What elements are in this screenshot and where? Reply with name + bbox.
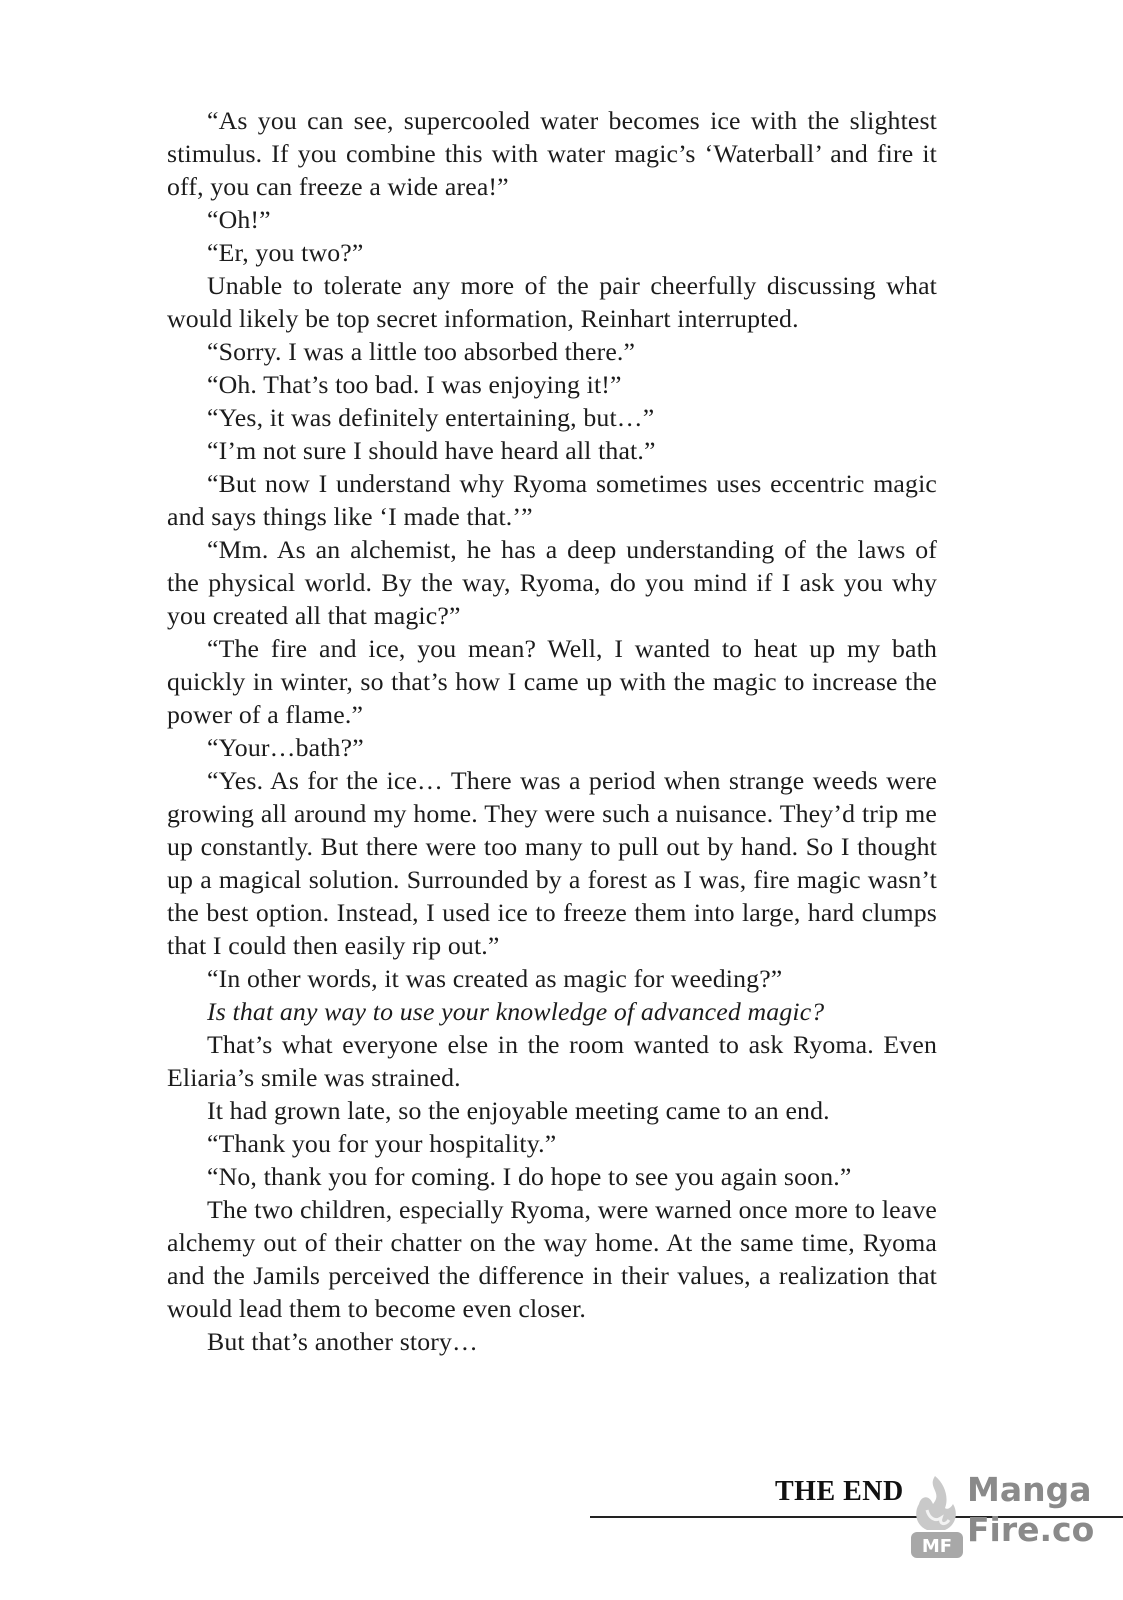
svg-text:MF: MF bbox=[921, 1536, 953, 1557]
paragraph: “Oh. That’s too bad. I was enjoying it!” bbox=[207, 370, 622, 399]
paragraph: “Oh!” bbox=[207, 205, 271, 234]
paragraph: “Yes. As for the ice… There was a period when strange weeds were growing all around my home. They were such a nuisance. They’d trip me up constantly. But there were too many to pull out by hand. So I thought up a magical solution. Surrounded by a forest as I was, fire magic wasn’t the best option. Instead, I used ice to freeze them into large, hard clumps that I could then easily rip out.” bbox=[167, 766, 937, 960]
paragraph: “Sorry. I was a little too absorbed there.” bbox=[207, 337, 636, 366]
paragraph: It had grown late, so the enjoyable meeting came to an end. bbox=[207, 1096, 830, 1125]
paragraph: “But now I understand why Ryoma sometimes uses eccentric magic and says things like ‘I made that.’” bbox=[167, 469, 937, 531]
paragraph: “No, thank you for coming. I do hope to see you again soon.” bbox=[207, 1162, 852, 1191]
flame-logo-icon bbox=[905, 1470, 967, 1562]
paragraph: “The fire and ice, you mean? Well, I wanted to heat up my bath quickly in winter, so that’s how I came up with the magic to increase the power of a flame.” bbox=[167, 634, 937, 729]
the-end-label: THE END bbox=[775, 1476, 904, 1507]
paragraph: That’s what everyone else in the room wanted to ask Ryoma. Even Eliaria’s smile was strained. bbox=[167, 1030, 937, 1092]
paragraph: “Mm. As an alchemist, he has a deep understanding of the laws of the physical world. By the way, Ryoma, do you mind if I ask you why you created all that magic?” bbox=[167, 535, 937, 630]
paragraph: Unable to tolerate any more of the pair cheerfully discussing what would likely be top secret information, Reinhart interrupted. bbox=[167, 271, 937, 333]
paragraph: Is that any way to use your knowledge of advanced magic? bbox=[207, 997, 825, 1026]
paragraph: “Er, you two?” bbox=[207, 238, 364, 267]
paragraph: “As you can see, supercooled water becomes ice with the slightest stimulus. If you combine this with water magic’s ‘Waterball’ and fire it off, you can freeze a wide area!” bbox=[167, 106, 937, 201]
paragraph: “Your…bath?” bbox=[207, 733, 364, 762]
watermark-fireco: Fire.co bbox=[967, 1510, 1095, 1549]
paragraph: “I’m not sure I should have heard all that.” bbox=[207, 436, 656, 465]
mangafire-watermark bbox=[905, 1470, 1095, 1565]
story-text bbox=[167, 104, 937, 1358]
paragraph: “Thank you for your hospitality.” bbox=[207, 1129, 557, 1158]
watermark-manga: Manga bbox=[967, 1470, 1092, 1509]
paragraph: “In other words, it was created as magic for weeding?” bbox=[207, 964, 783, 993]
paragraph: “Yes, it was definitely entertaining, but…” bbox=[207, 403, 655, 432]
paragraph: But that’s another story… bbox=[207, 1327, 479, 1356]
paragraph: The two children, especially Ryoma, were warned once more to leave alchemy out of their chatter on the way home. At the same time, Ryoma and the Jamils perceived the difference in their values, a realization that would lead them to become even closer. bbox=[167, 1195, 937, 1323]
